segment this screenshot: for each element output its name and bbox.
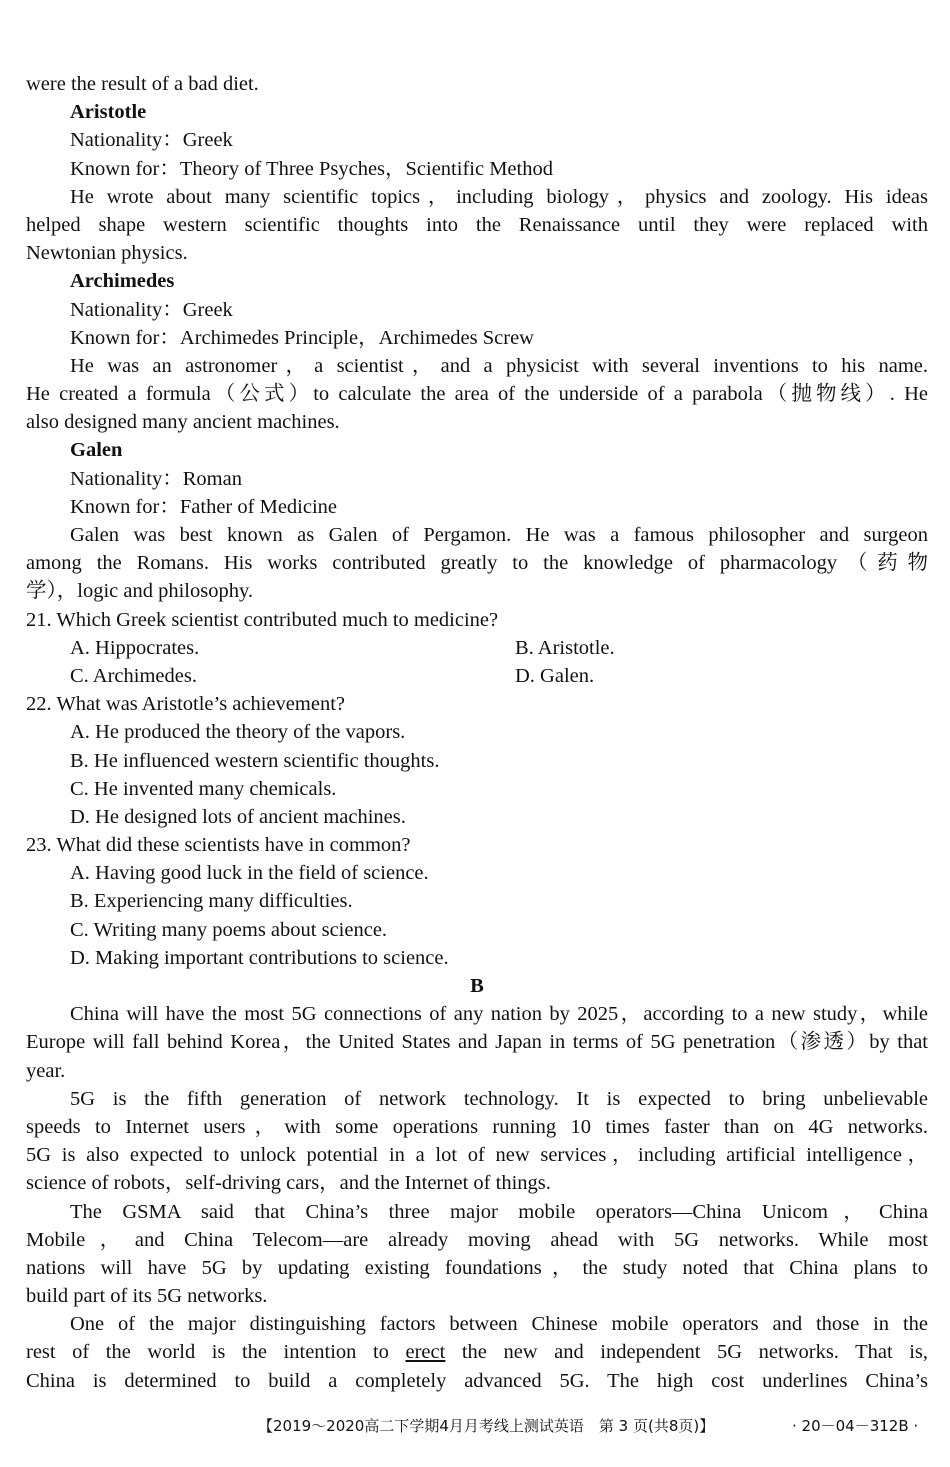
passage-text: were the result of a bad diet. <box>26 73 259 95</box>
option[interactable]: C. He invented many chemicals. <box>70 777 337 800</box>
passage-text: Newtonian physics. <box>26 242 188 265</box>
passage-text: China will have the most 5G connections of any nation by 2025，according to a new study，while <box>70 1003 928 1026</box>
passage-text: 学），logic and philosophy. <box>26 580 254 603</box>
page-footer <box>0 1415 950 1439</box>
passage-text: He was an astronomer，a scientist，and a physicist with several inventions to his name. <box>70 354 928 377</box>
passage-text: China is determined to build a completely advanced 5G. The high cost underlines China’s <box>26 1369 928 1392</box>
passage-text: year. <box>26 1059 66 1082</box>
section-heading: B <box>470 975 484 997</box>
text-span: rest of the world is the intention to <box>26 1341 406 1364</box>
text-span: the new and independent 5G networks. That is, <box>445 1341 928 1364</box>
passage-text: build part of its 5G networks. <box>26 1285 268 1308</box>
scientist-name: Aristotle <box>70 101 147 124</box>
scientist-name: Archimedes <box>70 270 175 293</box>
passage-text: helped shape western scientific thoughts into the Renaissance until they were replaced with <box>26 213 928 236</box>
option[interactable]: A. Hippocrates. <box>70 636 200 659</box>
passage-text: Galen was best known as Galen of Pergamon. He was a famous philosopher and surgeon <box>70 524 928 546</box>
option[interactable]: C. Writing many poems about science. <box>70 918 388 941</box>
nationality: Nationality：Greek <box>70 129 233 152</box>
nationality: Nationality：Greek <box>70 298 233 321</box>
option[interactable]: B. Aristotle. <box>515 636 615 659</box>
footer-text: 【2019～2020高二下学期4月月考线上测试英语 第 3 页(共8页)】 <box>258 1417 715 1435</box>
passage-text: He wrote about many scientific topics，including biology，physics and zoology. His ideas <box>70 185 928 208</box>
passage-text: 5G is also expected to unlock potential in a lot of new services，including artificial intelligence， <box>26 1144 928 1167</box>
question-stem: 23. What did these scientists have in common? <box>26 834 411 857</box>
question-stem: 22. What was Aristotle’s achievement? <box>26 693 345 716</box>
passage-text: science of robots，self-driving cars，and the Internet of things. <box>26 1172 551 1195</box>
known-for: Known for：Theory of Three Psyches，Scientific Method <box>70 157 553 180</box>
option-row <box>26 662 928 690</box>
underlined-word: erect <box>405 1341 446 1364</box>
passage-text: 5G is the fifth generation of network technology. It is expected to bring unbelievable <box>70 1087 928 1110</box>
passage-text: Mobile，and China Telecom—are already moving ahead with 5G networks. While most <box>26 1228 928 1251</box>
option[interactable]: D. Galen. <box>515 664 595 687</box>
nationality: Nationality：Roman <box>70 467 242 490</box>
scientist-name: Galen <box>70 439 123 462</box>
passage-text: also designed many ancient machines. <box>26 411 340 434</box>
passage-text: Europe will fall behind Korea，the United States and Japan in terms of 5G penetration（渗透）by that <box>26 1031 928 1054</box>
passage-text: speeds to Internet users，with some operations running 10 times faster than on 4G networks. <box>26 1115 928 1138</box>
footer-code: · 20－04－312B · <box>792 1417 919 1435</box>
option[interactable]: B. He influenced western scientific thoughts. <box>70 749 440 772</box>
question-stem: 21. Which Greek scientist contributed much to medicine? <box>26 608 499 631</box>
option[interactable]: C. Archimedes. <box>70 664 197 687</box>
passage-text: nations will have 5G by updating existing foundations，the study noted that China plans to <box>26 1256 928 1279</box>
option[interactable]: D. Making important contributions to science. <box>70 946 449 969</box>
option[interactable]: A. Having good luck in the field of science. <box>70 862 429 885</box>
passage-text: The GSMA said that China’s three major mobile operators—China Unicom，China <box>70 1200 928 1223</box>
passage-text: One of the major distinguishing factors between Chinese mobile operators and those in the <box>70 1313 928 1336</box>
option-row <box>26 634 928 662</box>
passage-text: He created a formula（公式）to calculate the area of the underside of a parabola（抛物线）. He <box>26 383 928 406</box>
known-for: Known for：Father of Medicine <box>70 495 338 518</box>
option[interactable]: D. He designed lots of ancient machines. <box>70 805 406 828</box>
passage-text <box>26 1338 928 1366</box>
option[interactable]: B. Experiencing many difficulties. <box>70 890 353 913</box>
exam-page <box>26 70 928 1395</box>
known-for: Known for：Archimedes Principle，Archimedes Screw <box>70 326 534 349</box>
passage-text: among the Romans. His works contributed greatly to the knowledge of pharmacology（药物 <box>26 552 928 575</box>
option[interactable]: A. He produced the theory of the vapors. <box>70 721 406 744</box>
